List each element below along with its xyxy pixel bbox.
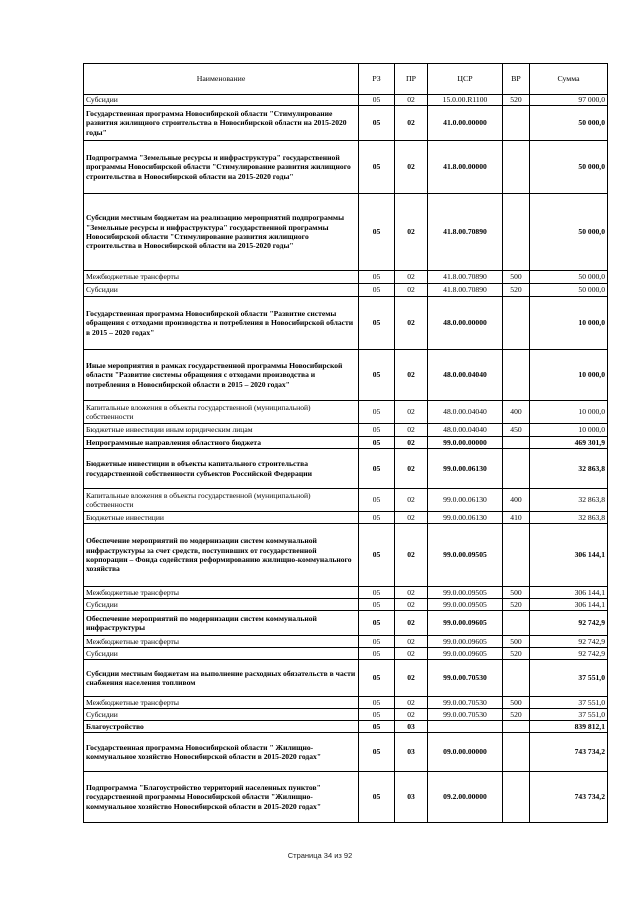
- table-row: [84, 106, 608, 141]
- cell-sum: 50 000,0: [530, 271, 608, 284]
- cell-csr: 99.0.00.09605: [428, 636, 503, 648]
- table-row: [84, 141, 608, 194]
- cell-sum: 32 863,8: [530, 512, 608, 524]
- table-row: [84, 489, 608, 512]
- table-row: [84, 599, 608, 611]
- cell-sum: 50 000,0: [530, 284, 608, 297]
- cell-vr: 520: [503, 284, 530, 297]
- cell-vr: 500: [503, 636, 530, 648]
- cell-sum: 10 000,0: [530, 297, 608, 350]
- cell-name: Подпрограмма "Земельные ресурсы и инфраструктура" государственной программы Новосибирской области "Стимулирование развития жилищного строительства в Новосибирской области на 2015-2020 годы": [84, 141, 359, 194]
- cell-name: Непрограммные направления областного бюджета: [84, 437, 359, 449]
- cell-sum: 10 000,0: [530, 424, 608, 437]
- table-row: [84, 733, 608, 772]
- cell-rz: 05: [359, 721, 395, 733]
- cell-rz: 05: [359, 611, 395, 636]
- cell-sum: 37 551,0: [530, 709, 608, 721]
- cell-pr: 02: [395, 709, 428, 721]
- cell-name: Субсидии местным бюджетам на выполнение расходных обязательств в части снабжения населения топливом: [84, 660, 359, 697]
- cell-name: Межбюджетные трансферты: [84, 271, 359, 284]
- cell-csr: 99.0.00.06130: [428, 512, 503, 524]
- cell-name: Государственная программа Новосибирской области "Развитие системы обращения с отходами производства и потребления в Новосибирской области в 2015 – 2020 годах": [84, 297, 359, 350]
- cell-vr: [503, 437, 530, 449]
- cell-pr: 02: [395, 524, 428, 587]
- cell-rz: 05: [359, 587, 395, 599]
- cell-vr: [503, 660, 530, 697]
- cell-csr: 99.0.00.06130: [428, 489, 503, 512]
- cell-csr: 41.8.00.70890: [428, 284, 503, 297]
- cell-vr: 500: [503, 587, 530, 599]
- cell-name: Межбюджетные трансферты: [84, 636, 359, 648]
- cell-sum: 10 000,0: [530, 350, 608, 401]
- table-row: [84, 772, 608, 823]
- cell-pr: 02: [395, 95, 428, 106]
- cell-name: Субсидии: [84, 648, 359, 660]
- cell-pr: 02: [395, 489, 428, 512]
- cell-pr: 02: [395, 401, 428, 424]
- cell-rz: 05: [359, 437, 395, 449]
- table-row: [84, 424, 608, 437]
- cell-sum: 306 144,1: [530, 599, 608, 611]
- cell-name: Субсидии: [84, 599, 359, 611]
- cell-vr: 520: [503, 599, 530, 611]
- table-row: [84, 721, 608, 733]
- cell-csr: 48.0.00.04040: [428, 401, 503, 424]
- cell-sum: 32 863,8: [530, 489, 608, 512]
- cell-csr: 48.0.00.04040: [428, 350, 503, 401]
- cell-vr: [503, 733, 530, 772]
- cell-vr: [503, 721, 530, 733]
- cell-csr: 99.0.00.70530: [428, 660, 503, 697]
- cell-pr: 02: [395, 271, 428, 284]
- table-row: [84, 636, 608, 648]
- table-row: [84, 284, 608, 297]
- cell-sum: 32 863,8: [530, 449, 608, 489]
- cell-sum: 469 301,9: [530, 437, 608, 449]
- cell-vr: [503, 141, 530, 194]
- cell-csr: 99.0.00.06130: [428, 449, 503, 489]
- cell-csr: 15.0.00.R1100: [428, 95, 503, 106]
- table-row: [84, 648, 608, 660]
- cell-name: Обеспечение мероприятий по модернизации систем коммунальной инфраструктуры: [84, 611, 359, 636]
- cell-sum: 50 000,0: [530, 194, 608, 271]
- cell-name: Бюджетные инвестиции: [84, 512, 359, 524]
- cell-name: Государственная программа Новосибирской области " Жилищно-коммунальное хозяйство Новосибирской области в 2015-2020 годах": [84, 733, 359, 772]
- cell-rz: 05: [359, 297, 395, 350]
- cell-rz: 05: [359, 449, 395, 489]
- table-row: [84, 95, 608, 106]
- cell-rz: 05: [359, 489, 395, 512]
- cell-pr: 02: [395, 424, 428, 437]
- cell-rz: 05: [359, 95, 395, 106]
- cell-sum: 50 000,0: [530, 106, 608, 141]
- cell-pr: 02: [395, 437, 428, 449]
- cell-rz: 05: [359, 772, 395, 823]
- cell-sum: 37 551,0: [530, 697, 608, 709]
- cell-csr: 99.0.00.70530: [428, 697, 503, 709]
- cell-sum: 92 742,9: [530, 648, 608, 660]
- table-row: [84, 194, 608, 271]
- cell-vr: 520: [503, 648, 530, 660]
- cell-vr: 410: [503, 512, 530, 524]
- cell-rz: 05: [359, 271, 395, 284]
- table-row: [84, 449, 608, 489]
- cell-pr: 02: [395, 587, 428, 599]
- table-row: [84, 524, 608, 587]
- cell-pr: 03: [395, 772, 428, 823]
- cell-csr: 99.0.00.09505: [428, 599, 503, 611]
- cell-pr: 02: [395, 512, 428, 524]
- cell-pr: 02: [395, 284, 428, 297]
- table-row: [84, 297, 608, 350]
- cell-name: Субсидии: [84, 284, 359, 297]
- cell-csr: 41.8.00.70890: [428, 271, 503, 284]
- cell-csr: 09.0.00.00000: [428, 733, 503, 772]
- cell-rz: 05: [359, 106, 395, 141]
- cell-vr: 400: [503, 489, 530, 512]
- cell-pr: 02: [395, 194, 428, 271]
- cell-rz: 05: [359, 660, 395, 697]
- header-sum: Сумма: [530, 64, 608, 95]
- cell-rz: 05: [359, 512, 395, 524]
- table-row: [84, 350, 608, 401]
- cell-rz: 05: [359, 424, 395, 437]
- header-vr: ВР: [503, 64, 530, 95]
- cell-csr: 48.0.00.04040: [428, 424, 503, 437]
- cell-vr: 520: [503, 709, 530, 721]
- cell-name: Межбюджетные трансферты: [84, 697, 359, 709]
- cell-csr: 99.0.00.09605: [428, 611, 503, 636]
- cell-vr: [503, 611, 530, 636]
- cell-csr: 09.2.00.00000: [428, 772, 503, 823]
- page-number: Страница 34 из 92: [287, 851, 353, 860]
- cell-rz: 05: [359, 350, 395, 401]
- cell-pr: 02: [395, 697, 428, 709]
- budget-table: [83, 63, 608, 823]
- cell-csr: 99.0.00.00000: [428, 437, 503, 449]
- table-row: [84, 611, 608, 636]
- cell-pr: 02: [395, 648, 428, 660]
- cell-rz: 05: [359, 697, 395, 709]
- cell-pr: 02: [395, 449, 428, 489]
- cell-name: Субсидии: [84, 95, 359, 106]
- cell-rz: 05: [359, 733, 395, 772]
- cell-vr: [503, 449, 530, 489]
- cell-vr: 450: [503, 424, 530, 437]
- cell-sum: 743 734,2: [530, 733, 608, 772]
- cell-rz: 05: [359, 524, 395, 587]
- cell-pr: 02: [395, 611, 428, 636]
- cell-rz: 05: [359, 401, 395, 424]
- cell-sum: 743 734,2: [530, 772, 608, 823]
- cell-rz: 05: [359, 648, 395, 660]
- cell-sum: 839 812,1: [530, 721, 608, 733]
- cell-sum: 10 000,0: [530, 401, 608, 424]
- cell-name: Капитальные вложения в объекты государственной (муниципальной) собственности: [84, 401, 359, 424]
- cell-vr: 400: [503, 401, 530, 424]
- cell-name: Иные мероприятия в рамках государственной программы Новосибирской области "Развитие системы обращения с отходами производства и потребления в Новосибирской области в 2015 – 2020 годах": [84, 350, 359, 401]
- table-row: [84, 697, 608, 709]
- table-header-row: [84, 64, 608, 95]
- cell-vr: 500: [503, 697, 530, 709]
- cell-pr: 02: [395, 636, 428, 648]
- cell-name: Благоустройство: [84, 721, 359, 733]
- cell-sum: 97 000,0: [530, 95, 608, 106]
- cell-name: Субсидии местным бюджетам на реализацию мероприятий подпрограммы "Земельные ресурсы и инфраструктура" государственной программы Новосибирской области "Стимулирование развития жилищного строительства в Новосибирской области на 2015-2020 годы": [84, 194, 359, 271]
- cell-name: Бюджетные инвестиции в объекты капитального строительства государственной собственности субъектов Российской Федерации: [84, 449, 359, 489]
- cell-rz: 05: [359, 141, 395, 194]
- table-row: [84, 709, 608, 721]
- cell-rz: 05: [359, 709, 395, 721]
- cell-name: Бюджетные инвестиции иным юридическим лицам: [84, 424, 359, 437]
- cell-vr: [503, 350, 530, 401]
- table-row: [84, 437, 608, 449]
- cell-csr: 41.0.00.00000: [428, 106, 503, 141]
- cell-sum: 92 742,9: [530, 611, 608, 636]
- cell-pr: 03: [395, 721, 428, 733]
- header-csr: ЦСР: [428, 64, 503, 95]
- cell-pr: 02: [395, 350, 428, 401]
- cell-sum: 50 000,0: [530, 141, 608, 194]
- cell-sum: 306 144,1: [530, 587, 608, 599]
- cell-name: Государственная программа Новосибирской области "Стимулирование развития жилищного строительства в Новосибирской области на 2015-2020 годы": [84, 106, 359, 141]
- cell-csr: 99.0.00.70530: [428, 709, 503, 721]
- cell-vr: [503, 106, 530, 141]
- cell-name: Подпрограмма "Благоустройство территорий населенных пунктов" государственной программы Новосибирской области "Жилищно-коммунальное хозяйство Новосибирской области в 2015-2020 годах": [84, 772, 359, 823]
- header-rz: РЗ: [359, 64, 395, 95]
- cell-vr: 500: [503, 271, 530, 284]
- table-row: [84, 401, 608, 424]
- cell-vr: [503, 194, 530, 271]
- cell-rz: 05: [359, 194, 395, 271]
- cell-name: Обеспечение мероприятий по модернизации систем коммунальной инфраструктуры за счет средств, поступивших от государственной корпорации – Фонда содействия реформированию жилищно-коммунального хозяйства: [84, 524, 359, 587]
- cell-vr: [503, 297, 530, 350]
- cell-sum: 92 742,9: [530, 636, 608, 648]
- table-row: [84, 587, 608, 599]
- cell-csr: 48.0.00.00000: [428, 297, 503, 350]
- cell-pr: 03: [395, 733, 428, 772]
- cell-rz: 05: [359, 599, 395, 611]
- cell-csr: 41.8.00.00000: [428, 141, 503, 194]
- cell-sum: 306 144,1: [530, 524, 608, 587]
- cell-name: Межбюджетные трансферты: [84, 587, 359, 599]
- cell-csr: 99.0.00.09505: [428, 524, 503, 587]
- cell-csr: [428, 721, 503, 733]
- cell-rz: 05: [359, 284, 395, 297]
- cell-vr: [503, 772, 530, 823]
- cell-csr: 99.0.00.09505: [428, 587, 503, 599]
- table-row: [84, 512, 608, 524]
- cell-pr: 02: [395, 106, 428, 141]
- cell-pr: 02: [395, 141, 428, 194]
- cell-vr: 520: [503, 95, 530, 106]
- cell-csr: 99.0.00.09605: [428, 648, 503, 660]
- cell-vr: [503, 524, 530, 587]
- cell-name: Капитальные вложения в объекты государственной (муниципальной) собственности: [84, 489, 359, 512]
- cell-pr: 02: [395, 297, 428, 350]
- header-name: Наименование: [84, 64, 359, 95]
- header-pr: ПР: [395, 64, 428, 95]
- cell-pr: 02: [395, 599, 428, 611]
- cell-pr: 02: [395, 660, 428, 697]
- cell-sum: 37 551,0: [530, 660, 608, 697]
- cell-name: Субсидии: [84, 709, 359, 721]
- cell-csr: 41.8.00.70890: [428, 194, 503, 271]
- table-row: [84, 271, 608, 284]
- cell-rz: 05: [359, 636, 395, 648]
- table-row: [84, 660, 608, 697]
